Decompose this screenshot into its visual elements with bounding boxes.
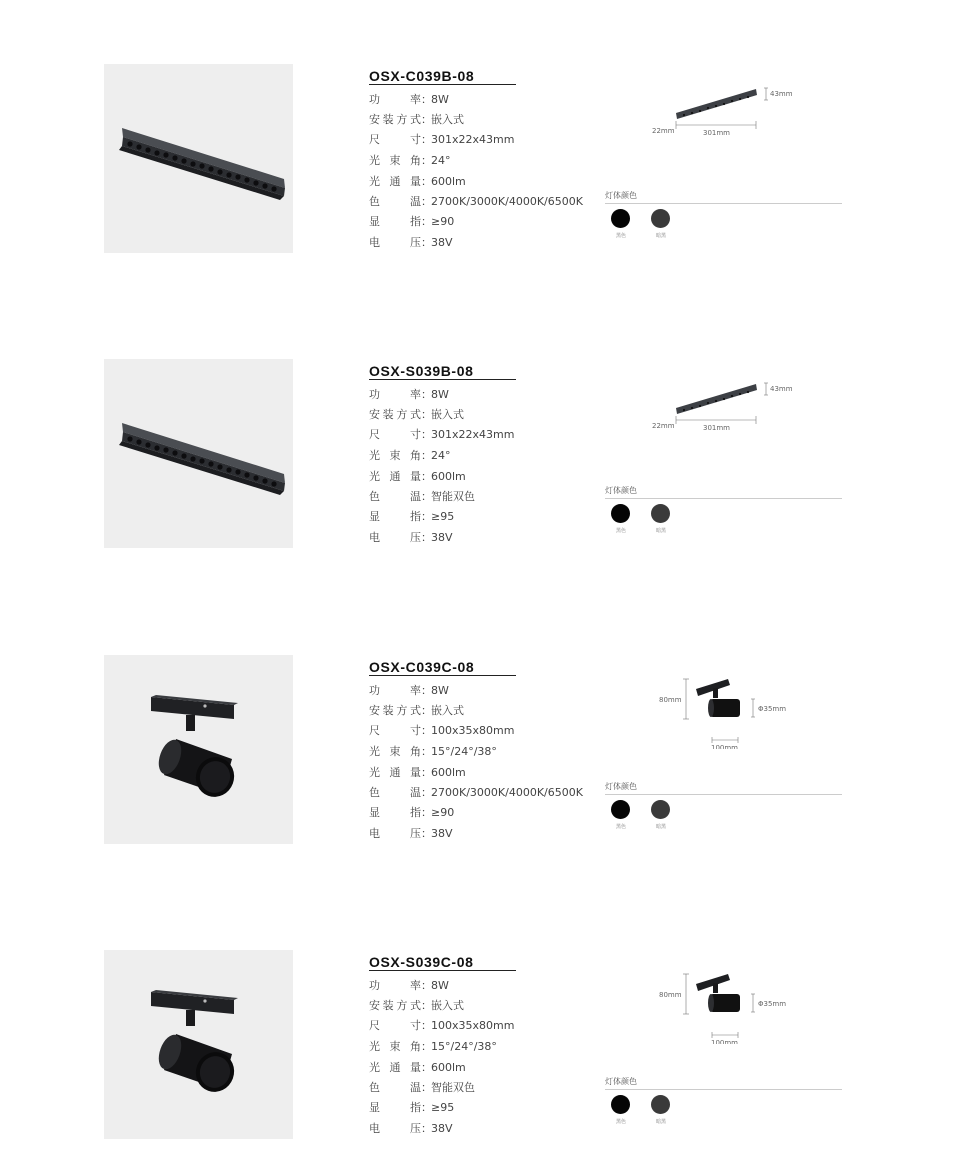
color-divider xyxy=(605,498,842,499)
spec-power: 功率：8W xyxy=(369,979,449,992)
dim-length: 100mm xyxy=(711,744,738,749)
title-underline xyxy=(369,675,516,676)
swatch-dark-grey[interactable] xyxy=(651,1095,670,1114)
swatch-black[interactable] xyxy=(611,800,630,819)
spec-size: 尺寸：301x22x43mm xyxy=(369,133,515,146)
spec-power: 功率：8W xyxy=(369,93,449,106)
spec-lumen: 光通量：600lm xyxy=(369,175,466,188)
product-card xyxy=(0,655,978,845)
swatch-label-dark: 暗黑 xyxy=(655,824,666,830)
spotlight-image xyxy=(104,950,293,1139)
dim-length: 301mm xyxy=(703,129,730,137)
dim-length: 100mm xyxy=(711,1039,738,1044)
spec-voltage: 电压：38V xyxy=(369,827,453,840)
dim-width: 22mm xyxy=(652,422,675,430)
dim-height: 43mm xyxy=(770,90,793,98)
dim-height: 80mm xyxy=(659,991,682,999)
swatch-dark-grey[interactable] xyxy=(651,209,670,228)
spec-voltage: 电压：38V xyxy=(369,236,453,249)
dim-height: 80mm xyxy=(659,696,682,704)
swatch-label-dark: 暗黑 xyxy=(655,233,666,239)
spec-voltage: 电压：38V xyxy=(369,1122,453,1135)
spec-cct: 色温：智能双色 xyxy=(369,1081,475,1094)
color-divider xyxy=(605,794,842,795)
product-model: OSX-C039C-08 xyxy=(369,659,475,675)
color-section-title: 灯体颜色 xyxy=(605,782,637,791)
spec-cct: 色温：2700K/3000K/4000K/6500K xyxy=(369,786,583,799)
swatch-black[interactable] xyxy=(611,1095,630,1114)
spec-cri: 显指：≥95 xyxy=(369,1101,455,1114)
swatch-black[interactable] xyxy=(611,209,630,228)
spec-install: 安装方式：嵌入式 xyxy=(369,408,464,421)
spec-power: 功率：8W xyxy=(369,684,449,697)
product-photo xyxy=(104,950,293,1139)
spec-cct: 色温：2700K/3000K/4000K/6500K xyxy=(369,195,583,208)
spec-power: 功率：8W xyxy=(369,388,449,401)
spec-voltage: 电压：38V xyxy=(369,531,453,544)
spec-beam-angle: 光束角：24° xyxy=(369,154,451,167)
product-model: OSX-S039C-08 xyxy=(369,954,474,970)
title-underline xyxy=(369,970,516,971)
spec-lumen: 光通量：600lm xyxy=(369,766,466,779)
spec-cri: 显指：≥95 xyxy=(369,510,455,523)
dim-width: 22mm xyxy=(652,127,675,135)
spec-cct: 色温：智能双色 xyxy=(369,490,475,503)
linear-light-image xyxy=(104,64,293,253)
color-section-title: 灯体颜色 xyxy=(605,1077,637,1086)
swatch-label-dark: 暗黑 xyxy=(655,528,666,534)
linear-light-image xyxy=(104,359,293,548)
spotlight-image xyxy=(104,655,293,844)
color-divider xyxy=(605,203,842,204)
dimension-diagram xyxy=(640,373,820,453)
swatch-label-black: 黑色 xyxy=(615,824,626,830)
product-model: OSX-C039B-08 xyxy=(369,68,475,84)
spec-cri: 显指：≥90 xyxy=(369,215,455,228)
spec-lumen: 光通量：600lm xyxy=(369,1061,466,1074)
dimension-diagram xyxy=(640,669,820,749)
swatch-label-black: 黑色 xyxy=(615,528,626,534)
dim-diameter: Φ35mm xyxy=(758,705,787,713)
title-underline xyxy=(369,379,516,380)
spec-beam-angle: 光束角：15°/24°/38° xyxy=(369,1040,497,1053)
spec-install: 安装方式：嵌入式 xyxy=(369,704,464,717)
product-photo xyxy=(104,655,293,844)
product-model: OSX-S039B-08 xyxy=(369,363,474,379)
dimension-diagram xyxy=(640,964,820,1044)
swatch-label-black: 黑色 xyxy=(615,1119,626,1125)
product-photo xyxy=(104,64,293,253)
product-card xyxy=(0,950,978,1140)
color-section-title: 灯体颜色 xyxy=(605,191,637,200)
spec-install: 安装方式：嵌入式 xyxy=(369,999,464,1012)
spec-size: 尺寸：100x35x80mm xyxy=(369,1019,515,1032)
swatch-label-black: 黑色 xyxy=(615,233,626,239)
dim-length: 301mm xyxy=(703,424,730,432)
spec-lumen: 光通量：600lm xyxy=(369,470,466,483)
swatch-dark-grey[interactable] xyxy=(651,800,670,819)
swatch-black[interactable] xyxy=(611,504,630,523)
dimension-diagram xyxy=(640,78,820,158)
dim-diameter: Φ35mm xyxy=(758,1000,787,1008)
color-section-title: 灯体颜色 xyxy=(605,486,637,495)
spec-size: 尺寸：100x35x80mm xyxy=(369,724,515,737)
product-card xyxy=(0,64,978,254)
swatch-label-dark: 暗黑 xyxy=(655,1119,666,1125)
spec-cri: 显指：≥90 xyxy=(369,806,455,819)
product-card xyxy=(0,359,978,549)
swatch-dark-grey[interactable] xyxy=(651,504,670,523)
dim-height: 43mm xyxy=(770,385,793,393)
product-photo xyxy=(104,359,293,548)
spec-install: 安装方式：嵌入式 xyxy=(369,113,464,126)
spec-size: 尺寸：301x22x43mm xyxy=(369,428,515,441)
spec-beam-angle: 光束角：24° xyxy=(369,449,451,462)
color-divider xyxy=(605,1089,842,1090)
title-underline xyxy=(369,84,516,85)
spec-beam-angle: 光束角：15°/24°/38° xyxy=(369,745,497,758)
